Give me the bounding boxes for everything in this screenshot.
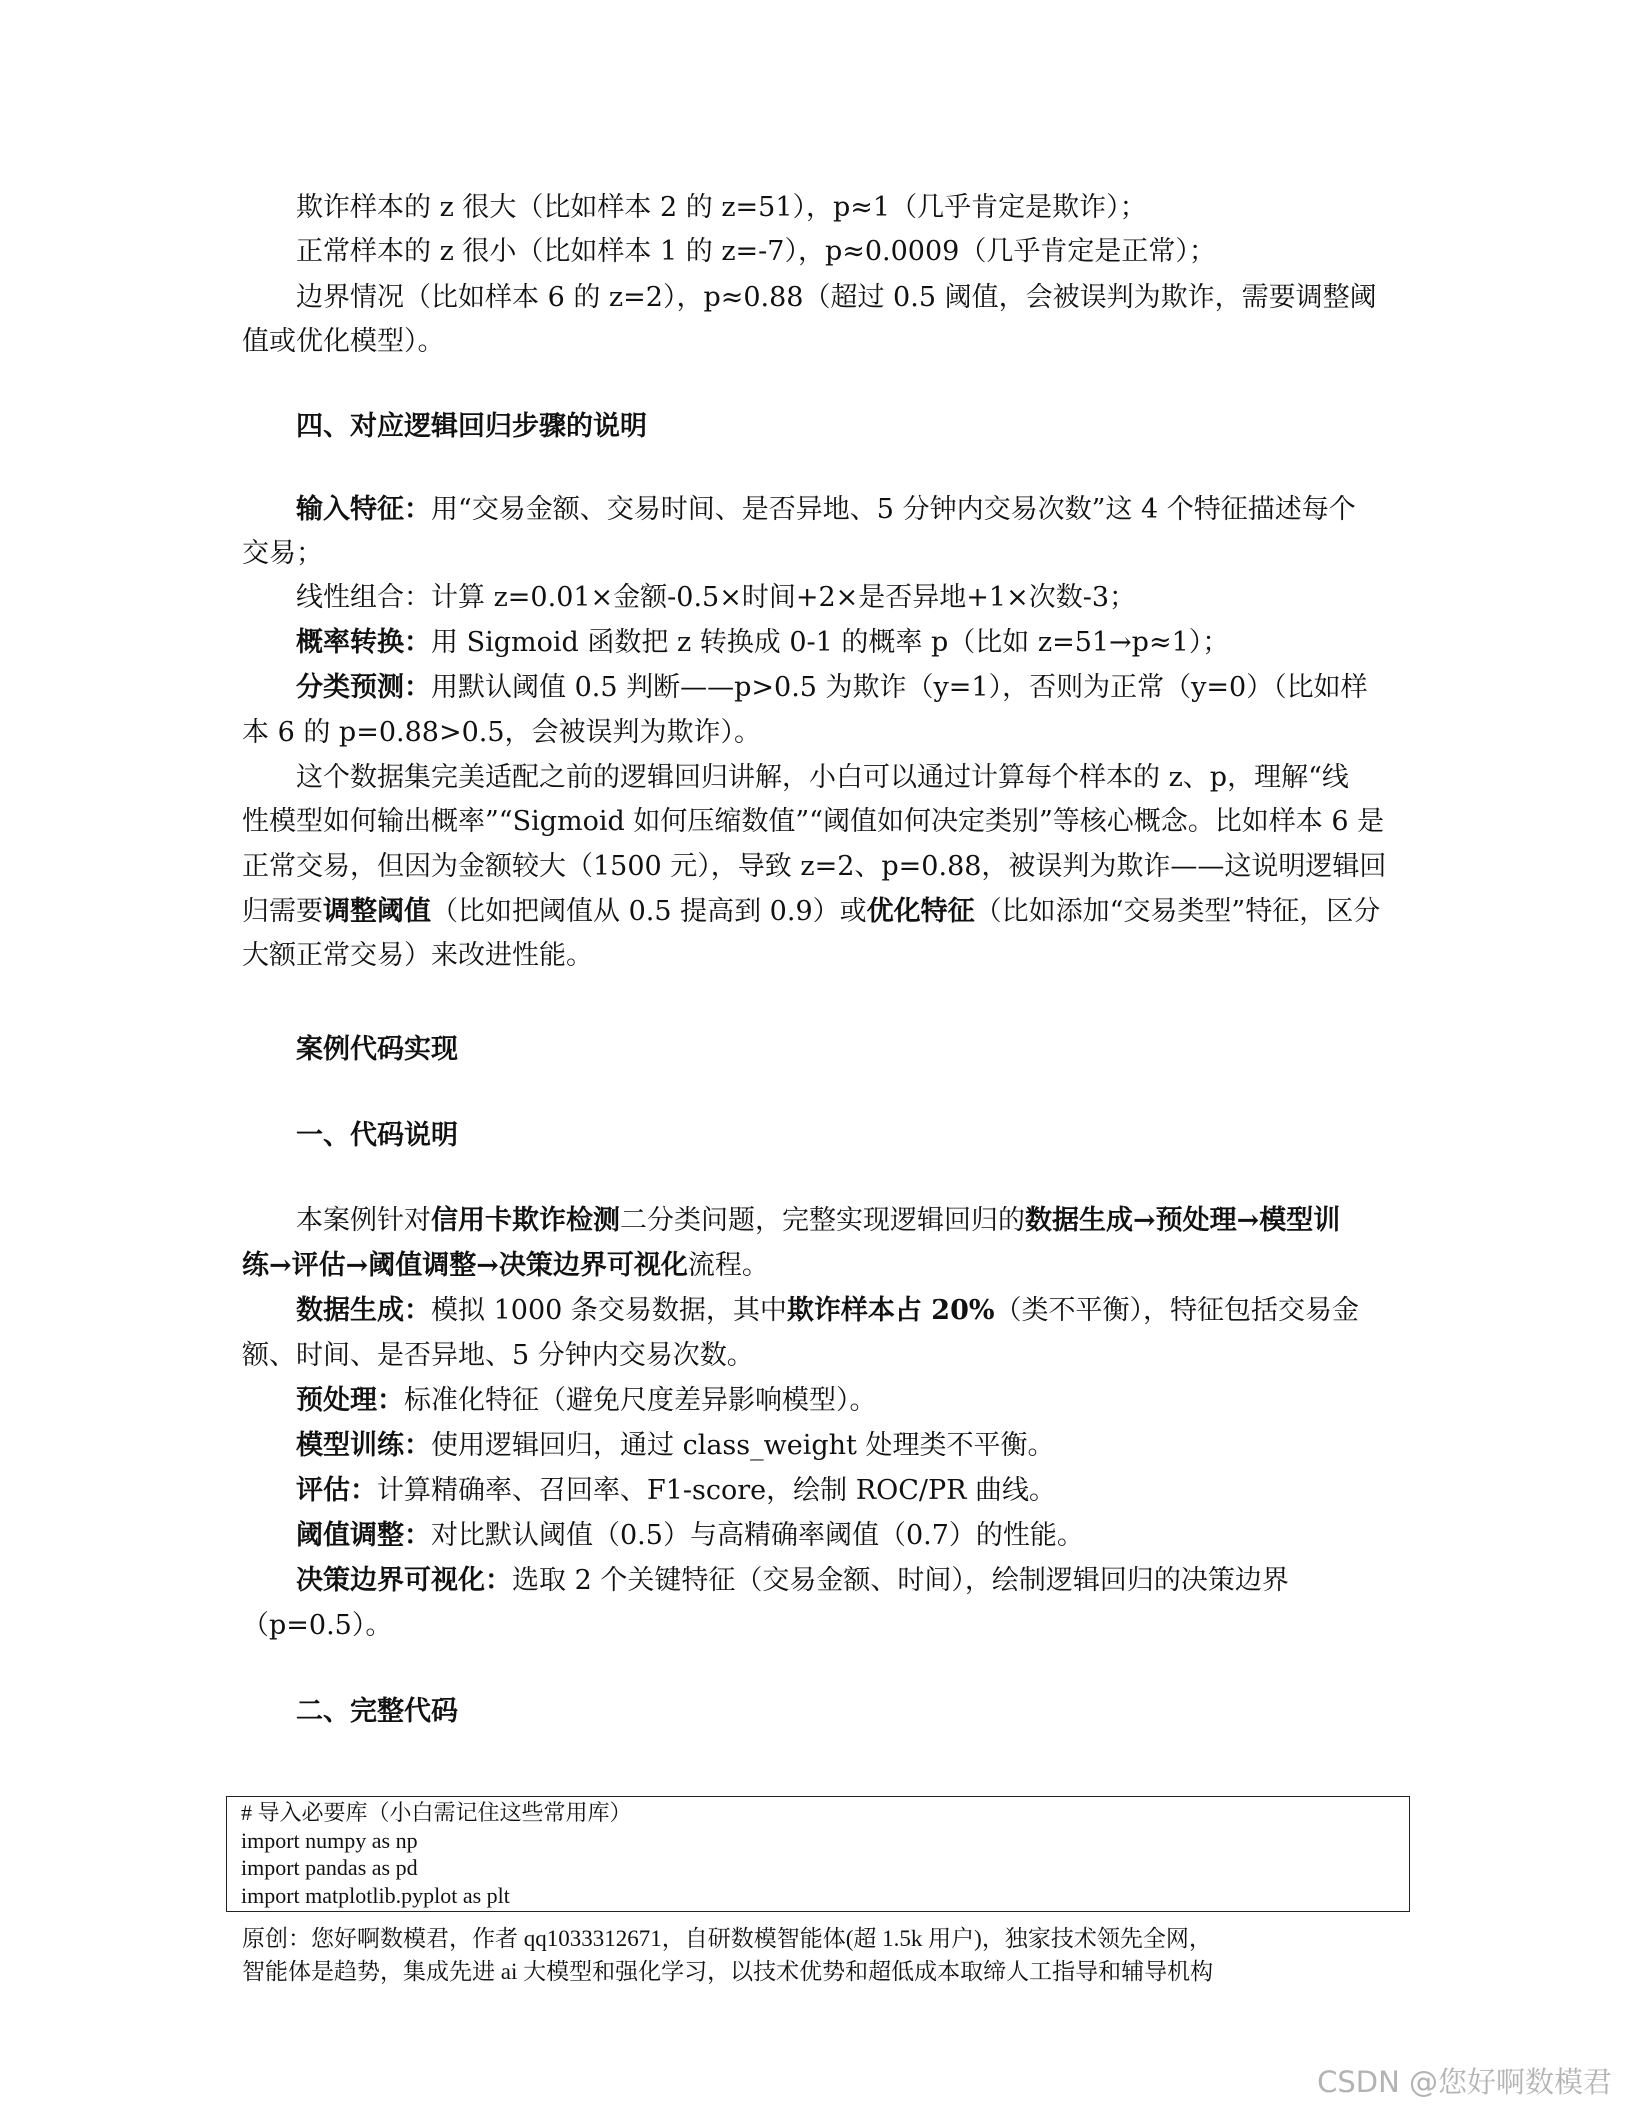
text-line [242,1244,769,1288]
code-line: import numpy as np [241,1827,418,1853]
text-span: 模拟 1000 条交易数据，其中 [431,1295,787,1326]
paragraph-train [296,1424,1054,1468]
footer-line: 智能体是趋势，集成先进 ai 大模型和强化学习，以技术优势和超低成本取缔人工指导和辅导机构 [242,1959,1214,1984]
section-heading: 四、对应逻辑回归步骤的说明 [296,411,647,442]
text-line: 正常样本的 z 很小（比如样本 1 的 z=-7），p≈0.0009（几乎肯定是正常）； [296,236,1216,267]
text-input-features: 用“交易金额、交易时间、是否异地、5 分钟内交易次数”这 4 个特征描述每个 [431,494,1356,525]
text-line [242,890,1380,934]
text-line: 值或优化模型）。 [242,326,445,357]
code-block [226,1796,1410,1912]
paragraph-threshold [296,1514,1084,1558]
text-span: （比如把阈值从 0.5 提高到 0.9）或 [431,896,867,927]
text-line: 性模型如何输出概率”“Sigmoid 如何压缩数值”“阈值如何决定类别”等核心概念。比如样本 6 是 [242,806,1385,837]
subsection-heading: 一、代码说明 [296,1120,458,1151]
text-span: 标准化特征（避免尺度差异影响模型）。 [404,1385,877,1416]
bold-span: 欺诈样本占 20% [786,1295,995,1326]
text-line: （p=0.5）。 [242,1610,393,1641]
label-class: 分类预测： [296,672,431,703]
text-line: 边界情况（比如样本 6 的 z=2），p≈0.88（超过 0.5 阈值，会被误判为欺诈，需要调整阈 [296,282,1377,313]
text-span: 流程。 [687,1250,769,1281]
paragraph-input-features [296,488,1356,532]
text-line: 大额正常交易）来改进性能。 [242,940,593,971]
paragraph-eval [296,1469,1056,1513]
code-line: import matplotlib.pyplot as plt [241,1882,510,1908]
watermark: CSDN @您好啊数模君 [1317,2065,1612,2099]
text-line [296,1199,1340,1243]
text-span: 对比默认阈值（0.5）与高精确率阈值（0.7）的性能。 [431,1520,1084,1551]
text-span: 二分类问题，完整实现逻辑回归的 [620,1205,1025,1236]
paragraph-class [296,666,1368,710]
section-heading: 案例代码实现 [296,1034,458,1065]
label-gen: 数据生成： [296,1295,431,1326]
text-span: 选取 2 个关键特征（交易金额、时间），绘制逻辑回归的决策边界 [512,1565,1289,1596]
bold-span: 调整阈值 [323,896,431,927]
text-span: 本案例针对 [296,1205,431,1236]
paragraph-prob [296,621,1229,665]
paragraph-vis [296,1559,1289,1603]
label-train: 模型训练： [296,1430,431,1461]
code-line: # 导入必要库（小白需记住这些常用库） [241,1800,632,1825]
label-eval: 评估： [296,1475,377,1506]
footer-line: 原创：您好啊数模君，作者 qq1033312671，自研数模智能体(超 1.5k 用户)，独家技术领先全网， [242,1926,1212,1951]
text-span: 归需要 [242,896,323,927]
text-line: 欺诈样本的 z 很大（比如样本 2 的 z=51），p≈1（几乎肯定是欺诈）； [296,192,1147,223]
label-threshold: 阈值调整： [296,1520,431,1551]
text-class: 用默认阈值 0.5 判断——p>0.5 为欺诈（y=1），否则为正常（y=0）（比如样 [431,672,1368,703]
label-input-features: 输入特征： [296,494,431,525]
text-line: 正常交易，但因为金额较大（1500 元），导致 z=2、p=0.88，被误判为欺诈——这说明逻辑回 [242,851,1387,882]
text-line: 这个数据集完美适配之前的逻辑回归讲解，小白可以通过计算每个样本的 z、p，理解“线 [296,762,1349,793]
code-line: import pandas as pd [241,1855,418,1880]
text-prob: 用 Sigmoid 函数把 z 转换成 0-1 的概率 p（比如 z=51→p≈1）； [431,627,1230,658]
paragraph-linear: 线性组合：计算 z=0.01×金额-0.5×时间+2×是否异地+1×次数-3； [296,582,1137,613]
paragraph-pre [296,1379,877,1423]
text-span: 使用逻辑回归，通过 class_weight 处理类不平衡。 [431,1430,1055,1461]
text-span: 计算精确率、召回率、F1-score，绘制 ROC/PR 曲线。 [377,1475,1057,1506]
bold-span: 优化特征 [866,896,975,927]
text-span: （类不平衡），特征包括交易金 [994,1295,1360,1326]
text-line: 额、时间、是否异地、5 分钟内交易次数。 [242,1340,754,1371]
bold-span: 信用卡欺诈检测 [431,1205,620,1236]
text-span: （比如添加“交易类型”特征，区分 [974,896,1381,927]
label-vis: 决策边界可视化： [296,1565,512,1596]
bold-span: 练→评估→阈值调整→决策边界可视化 [242,1250,688,1281]
label-pre: 预处理： [296,1385,404,1416]
bold-span: 数据生成→预处理→模型训 [1025,1205,1341,1236]
label-prob: 概率转换： [296,627,431,658]
subsection-heading: 二、完整代码 [296,1696,458,1727]
text-line: 本 6 的 p=0.88>0.5，会被误判为欺诈）。 [242,717,762,748]
text-line: 交易； [242,538,323,569]
paragraph-gen [296,1289,1359,1333]
